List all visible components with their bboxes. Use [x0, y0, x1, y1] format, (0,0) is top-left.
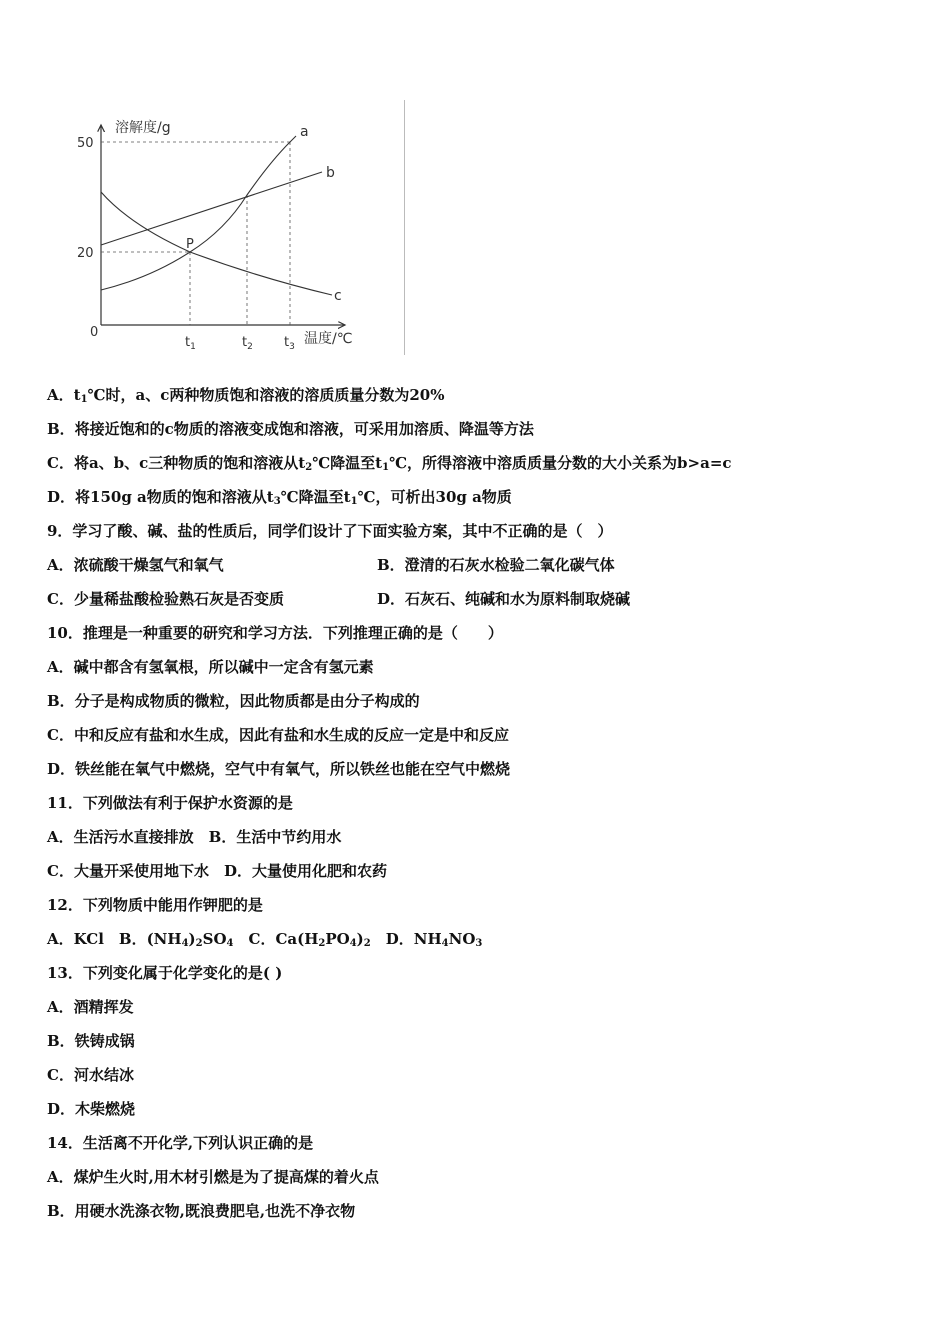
- q10-stem: 10．推理是一种重要的研究和学习方法．下列推理正确的是（ ）: [47, 624, 503, 642]
- q14-option-a: A．煤炉生火时,用木材引燃是为了提高煤的着火点: [47, 1168, 379, 1186]
- x-tick-t2: $t_2$: [242, 335, 253, 352]
- column-divider: [404, 100, 405, 355]
- q10-option-a: A．碱中都含有氢氧根，所以碱中一定含有氢元素: [47, 658, 374, 676]
- q8-option-a: A．$t_1℃$时，a、c两种物质饱和溶液的溶质质量分数为20%: [47, 386, 445, 405]
- q14-stem: 14．生活离不开化学,下列认识正确的是: [47, 1134, 314, 1152]
- q13-option-b: B．铁铸成锅: [47, 1032, 135, 1050]
- q10-option-d: D．铁丝能在氧气中燃烧，空气中有氧气，所以铁丝也能在空气中燃烧: [47, 760, 511, 778]
- q13-stem: 13．下列变化属于化学变化的是( ): [47, 964, 283, 982]
- y-axis-label: 溶解度/g: [115, 120, 171, 136]
- q9-option-b: B．澄清的石灰水检验二氧化碳气体: [377, 556, 615, 574]
- q8-option-d: D．将150g a物质的饱和溶液从$t_3℃$降温至$t_1℃$，可析出30g a物质: [47, 488, 512, 507]
- q12-options: A．KCl B．$(NH_4)_2SO_4$ C．$Ca(H_2PO_4)_2$ D．$NH_4NO_3$: [47, 930, 483, 949]
- curve-b: [101, 172, 322, 245]
- q11-stem: 11．下列做法有利于保护水资源的是: [47, 794, 293, 812]
- x-axis-label: 温度/℃: [304, 331, 353, 347]
- q13-option-d: D．木柴燃烧: [47, 1100, 136, 1118]
- curve-c-label: c: [334, 288, 342, 304]
- x-tick-t1: $t_1$: [185, 335, 196, 352]
- q14-option-b: B．用硬水洗涤衣物,既浪费肥皂,也洗不净衣物: [47, 1202, 356, 1220]
- y-tick-20: 20: [77, 246, 94, 261]
- origin-label: 0: [90, 325, 99, 340]
- point-p-label: P: [186, 237, 194, 252]
- q10-option-c: C．中和反应有盐和水生成，因此有盐和水生成的反应一定是中和反应: [47, 726, 509, 744]
- q8-option-c: C．将a、b、c三种物质的饱和溶液从$t_2℃$降温至$t_1℃$，所得溶液中溶质质量分数的大小关系为b>a=c: [47, 454, 732, 473]
- q10-option-b: B．分子是构成物质的微粒，因此物质都是由分子构成的: [47, 692, 420, 710]
- q9-option-a: A．浓硫酸干燥氢气和氧气: [47, 556, 224, 574]
- q9-option-d: D．石灰石、纯碱和水为原料制取烧碱: [377, 590, 631, 608]
- curve-a-label: a: [300, 124, 309, 140]
- curve-b-label: b: [326, 165, 335, 181]
- q11-options-cd: C．大量开采使用地下水 D．大量使用化肥和农药: [47, 862, 387, 880]
- q13-option-a: A．酒精挥发: [47, 998, 134, 1016]
- solubility-graph: [60, 100, 410, 360]
- q12-stem: 12．下列物质中能用作钾肥的是: [47, 896, 263, 914]
- q8-option-b: B．将接近饱和的c物质的溶液变成饱和溶液，可采用加溶质、降温等方法: [47, 420, 534, 438]
- q9-stem: 9．学习了酸、碱、盐的性质后，同学们设计了下面实验方案，其中不正确的是（ ）: [47, 522, 613, 540]
- q9-option-c: C．少量稀盐酸检验熟石灰是否变质: [47, 590, 284, 608]
- q11-options-ab: A．生活污水直接排放 B．生活中节约用水: [47, 828, 342, 846]
- x-tick-t3: $t_3$: [284, 335, 295, 352]
- y-tick-50: 50: [77, 136, 94, 151]
- q13-option-c: C．河水结冰: [47, 1066, 134, 1084]
